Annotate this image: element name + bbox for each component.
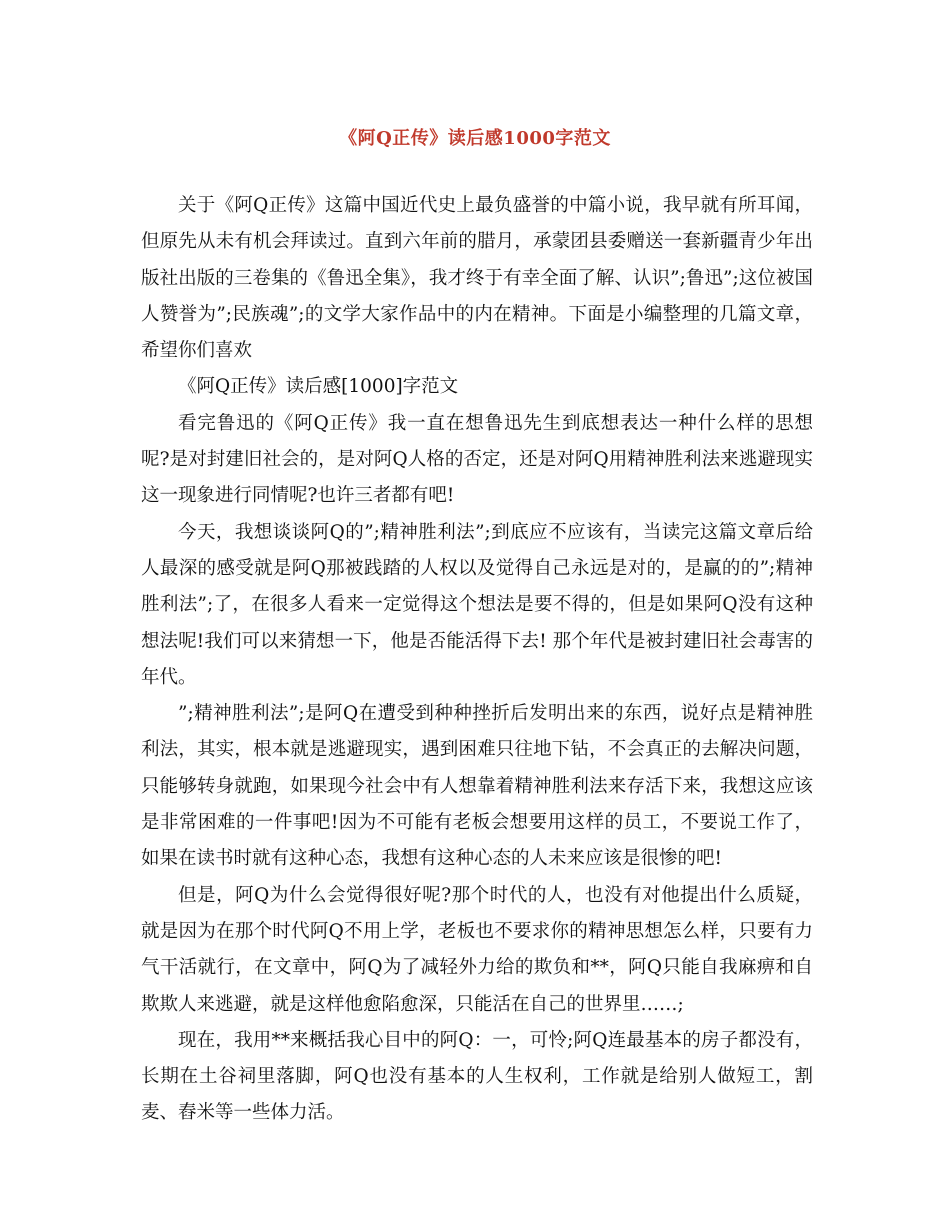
subheading: 《阿Q正传》读后感[1000]字范文 [178, 376, 459, 398]
document-body [141, 188, 813, 1132]
document-title: 《阿Q正传》读后感1000字范文 [339, 128, 611, 149]
paragraph: 看完鲁迅的《阿Q正传》我一直在想鲁迅先生到底想表达一种什么样的思想呢?是对封建旧社会的，是对阿Q人格的否定，还是对阿Q用精神胜利法来逃避现实这一现象进行同情呢?也许三者都有吧! [141, 412, 813, 507]
paragraph: 现在，我用**来概括我心目中的阿Q：一，可怜;阿Q连最基本的房子都没有，长期在土谷祠里落脚，阿Q也没有基本的人生权利，工作就是给别人做短工，割麦、舂米等一些体力活。 [141, 1029, 813, 1124]
paragraph: 但是，阿Q为什么会觉得很好呢?那个时代的人，也没有对他提出什么质疑，就是因为在那个时代阿Q不用上学，老板也不要求你的精神思想怎么样，只要有力气干活就行，在文章中，阿Q为了减轻外力给的欺负和**，阿Q只能自我麻痹和自欺欺人来逃避，就是这样他愈陷愈深，只能活在自己的世界里……; [141, 884, 813, 1015]
paragraph: 今天，我想谈谈阿Q的”;精神胜利法”;到底应不应该有，当读完这篇文章后给人最深的感受就是阿Q那被践踏的人权以及觉得自己永远是对的，是赢的的”;精神胜利法”;了，在很多人看来一定觉得这个想法是要不得的，但是如果阿Q没有这种想法呢!我们可以来猜想一下，他是否能活得下去! 那个年代是被封建旧社会毒害的年代。 [141, 521, 813, 688]
paragraph: 关于《阿Q正传》这篇中国近代史上最负盛誉的中篇小说，我早就有所耳闻，但原先从未有机会拜读过。直到六年前的腊月，承蒙团县委赠送一套新疆青少年出版社出版的三卷集的《鲁迅全集》，我才终于有幸全面了解、认识”;鲁迅”;这位被国人赞誉为”;民族魂”;的文学大家作品中的内在精神。下面是小编整理的几篇文章，希望你们喜欢 [141, 195, 813, 362]
paragraph: ”;精神胜利法”;是阿Q在遭受到种种挫折后发明出来的东西，说好点是精神胜利法，其实，根本就是逃避现实，遇到困难只往地下钻，不会真正的去解决问题，只能够转身就跑，如果现今社会中有人想靠着精神胜利法来存活下来，我想这应该是非常困难的一件事吧!因为不可能有老板会想要用这样的员工，不要说工作了，如果在读书时就有这种心态，我想有这种心态的人未来应该是很惨的吧! [141, 703, 813, 870]
